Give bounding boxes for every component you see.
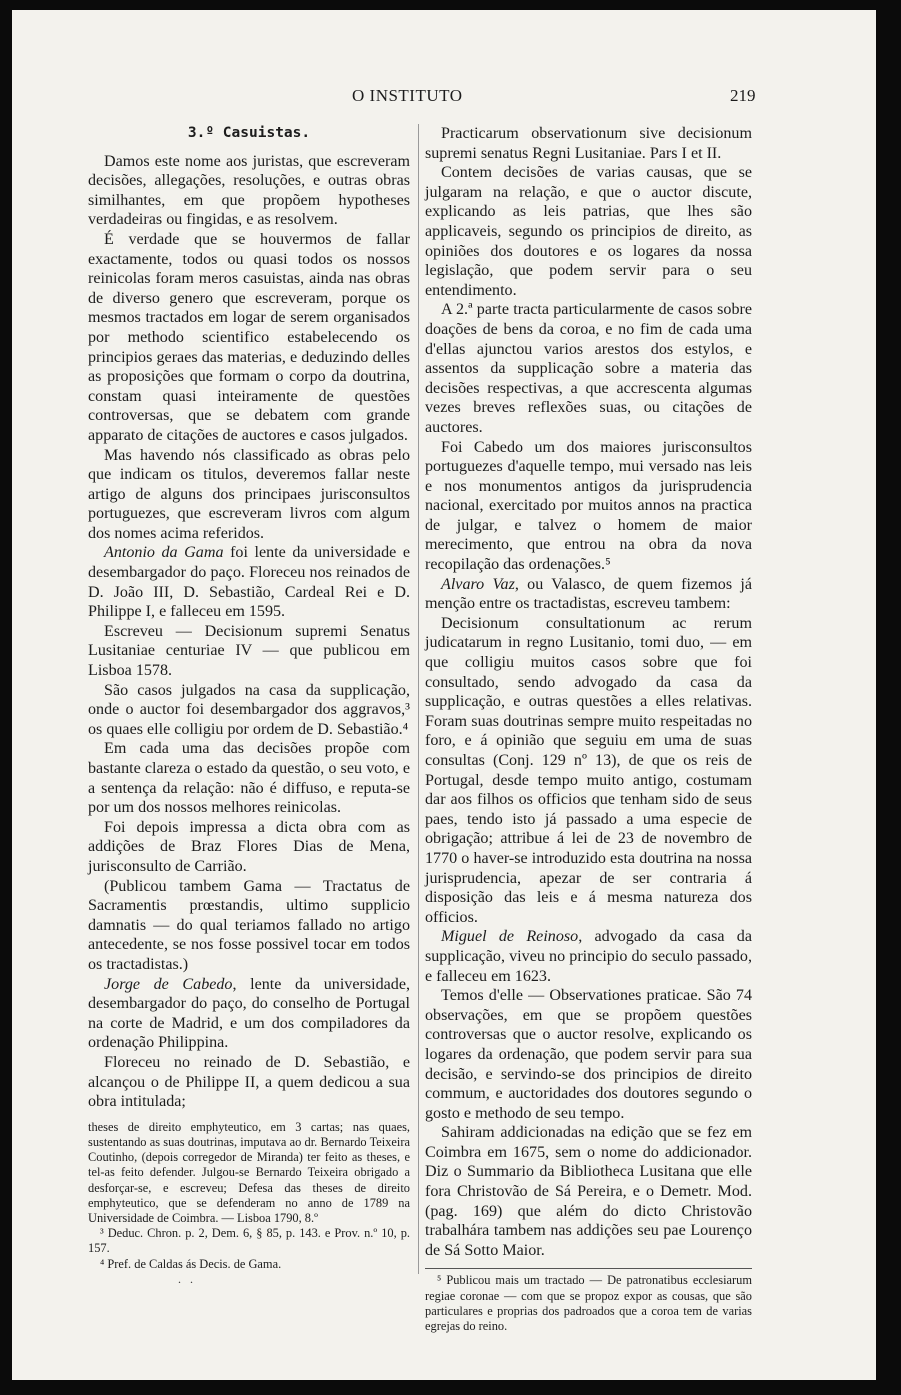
paragraph: Foi depois impressa a dicta obra com as addições de Braz Flores Dias de Mena, jurisconsulto de Carrião.	[88, 818, 410, 875]
footnotes	[425, 1268, 752, 1334]
paragraph: Sahiram addicionadas na edição que se fez em Coimbra em 1675, sem o nome do addicionador. Diz o Summario da Bibliotheca Lusitana que elle fora Christovão de Sá Pereira, e o Demetr. Mod. (pag. 169) que além do dicto Christovão trabalhára tambem nas addições seu pae Lourenço de Sá Sotto Maior.	[425, 1124, 752, 1259]
footnote: ⁵ Publicou mais um tractado — De patronatibus ecclesiarum regiae coronae — com que se propoz expor as cousas, que são particulares e proprias dos padroados que a coroa tem de varias egrejas do reino.	[425, 1273, 752, 1334]
paragraph: Damos este nome aos juristas, que escreveram decisões, allegações, resoluções, e outras obras similhantes, em que propõem hypotheses verdadeiras ou fingidas, e as resolvem.	[88, 152, 410, 229]
author-name: Jorge de Cabedo	[104, 975, 233, 993]
paragraph: Temos d'elle — Observationes praticae. São 74 observações, em que se propõem questões controversas que o auctor resolve, explicando os logares da ordenação, que podem servir para sua decisão, e servindo-se dos principios de direito commum, e auctoridades dos doutores segundo o gosto e methodo de seu tempo.	[425, 987, 752, 1122]
right-column	[425, 124, 752, 1334]
paragraph-reinoso	[425, 927, 752, 986]
paragraph: É verdade que se houvermos de fallar exactamente, todos ou quasi todos os nossos reinicolas foram meros casuistas, ainda nas obras de diverso genero que escreveram, porque os mesmos tractados em logar de serem organisados por methodo scientifico estabelecendo os principios geraes das materias, e deduzindo delles as proposições que formam o corpo da doutrina, constam quasi inteiramente de questões controversas, que se debatem com grande apparato de citações de auctores e casos julgados.	[88, 230, 410, 444]
footnotes	[88, 1120, 410, 1287]
author-name: Alvaro Vaz	[441, 575, 515, 593]
page-number: 219	[730, 86, 756, 105]
paragraph: Practicarum observationum sive decisionum supremi senatus Regni Lusitaniae. Pars I et II.	[425, 125, 752, 162]
page-sheet	[12, 10, 876, 1380]
author-bio: , ou Valasco, de quem fizemos já menção entre os tractadistas, escreveu tambem:	[425, 575, 752, 613]
paragraph-gama	[88, 543, 410, 621]
paragraph: Em cada uma das decisões propõe com bastante clareza o estado da questão, o seu voto, e a sentença da relação: não é diffuso, e reputa-se por um dos nossos melhores reinicolas.	[88, 740, 410, 817]
author-name: Antonio da Gama	[104, 544, 224, 562]
author-bio: foi lente da universidade e desembargador do paço. Floreceu nos reinados de D. João III, D. Sebastião, Cardeal Rei e D. Philippe I, e falleceu em 1595.	[88, 544, 410, 621]
paragraph: Mas havendo nós classificado as obras pelo que indicam os titulos, deveremos fallar neste artigo de alguns dos principaes jurisconsultos portuguezes, que escreveram livros com algum dos nomes acima referidos.	[88, 446, 410, 542]
paragraph: Decisionum consultationum ac rerum judicatarum in regno Lusitanio, tomi duo, — em que colligiu muitos casos sobre que foi consultado, sendo advogado da casa da supplicação, e outras questões a elles relativas. Foram suas doutrinas sempre muito respeitadas no foro, e á opinião que seguiu em uma de suas consultas (Conj. 129 nº 13), de que os reis de Portugal, desde tempo muito antigo, costumam dar aos filhos os officios que tenham sido de seus paes, tendo isto já passado a uma especie de obrigação; attribue á lei de 23 de novembro de 1770 o haver-se introduzido esta doutrina na nossa jurisprudencia, apezar de ser contraria á disposição das leis e á mesma natureza dos officios.	[425, 614, 752, 926]
left-column	[88, 124, 410, 1287]
column-divider	[418, 124, 419, 1274]
paragraph: Contem decisões de varias causas, que se julgaram na relação, e que o auctor discute, explicando as leis patrias, que lhes são applicaveis, segundo os principios de direito, as opiniões dos doutores e os logares da nossa legislação, que podem servir para o seu entendimento.	[425, 164, 752, 299]
footnote: ⁴ Pref. de Caldas ás Decis. de Gama.	[100, 1256, 282, 1271]
paragraph: A 2.ª parte tracta particularmente de casos sobre doações de bens da coroa, e no fim de cada uma d'ellas ajunctou varios arestos dos estylos, e assentos da supplicação sobre a materia das decisões respectivas, a que accrescenta algumas vezes breves reflexões suas, ou citações de auctores.	[425, 301, 752, 436]
paragraph: Foi Cabedo um dos maiores jurisconsultos portuguezes d'aquelle tempo, mui versado nas leis e nos monumentos antigos da jurisprudencia nacional, exercitado por muitos annos na practica de julgar, e talvez o homem de maior merecimento, que entrou na obra da nova recopilação das ordenações.⁵	[425, 438, 752, 574]
footnote-rule	[425, 1268, 752, 1269]
paragraph: São casos julgados na casa da supplicação, onde o auctor foi desembargador dos aggravos,³ os quaes elle colligiu por ordem de D. Sebastião.⁴	[88, 681, 410, 738]
section-heading: 3.º Casuistas.	[187, 125, 311, 141]
footnote-dots: . .	[178, 1271, 196, 1286]
paragraph-cabedo	[88, 975, 410, 1053]
paragraph-vaz	[425, 575, 752, 614]
paragraph: Floreceu no reinado de D. Sebastião, e alcançou o de Philippe II, a quem dedicou a sua obra intitulada;	[88, 1053, 410, 1111]
paragraph: (Publicou tambem Gama — Tractatus de Sacramentis prœstandis, ultimo supplicio damnatis — do qual teriamos fallado no artigo antecedente, se nos fosse possivel tocar em todos os tractadistas.)	[88, 877, 410, 973]
footnote: ³ Deduc. Chron. p. 2, Dem. 6, § 85, p. 143. e Prov. n.º 10, p. 157.	[88, 1226, 410, 1256]
author-bio: , lente da universidade, desembargador do paço, do conselho de Portugal na corte de Madrid, e um dos compiladores da ordenação Philippina.	[88, 975, 410, 1052]
paragraph: Escreveu — Decisionum supremi Senatus Lusitaniae centuriae IV — que publicou em Lisboa 1578.	[88, 622, 410, 680]
author-bio: , advogado da casa da supplicação, viveu no principio do seculo passado, e falleceu em 1623.	[425, 928, 753, 985]
page-header	[12, 86, 876, 110]
running-title: O INSTITUTO	[352, 86, 463, 105]
footnote: theses de direito emphyteutico, em 3 cartas; nas quaes, sustentando as suas doutrinas, imputava ao dr. Bernardo Teixeira Coutinho, (depois corregedor de Miranda) ter feito as theses, e tel-as feito defender. Julgou-se Bernardo Teixeira obrigado a desforçar-se, e escreveu; Defesa das theses de direito emphyteutico, que se defenderam no anno de 1789 na Universidade de Coimbra. — Lisboa 1790, 8.º	[88, 1119, 410, 1225]
author-name: Miguel de Reinoso	[441, 928, 579, 946]
